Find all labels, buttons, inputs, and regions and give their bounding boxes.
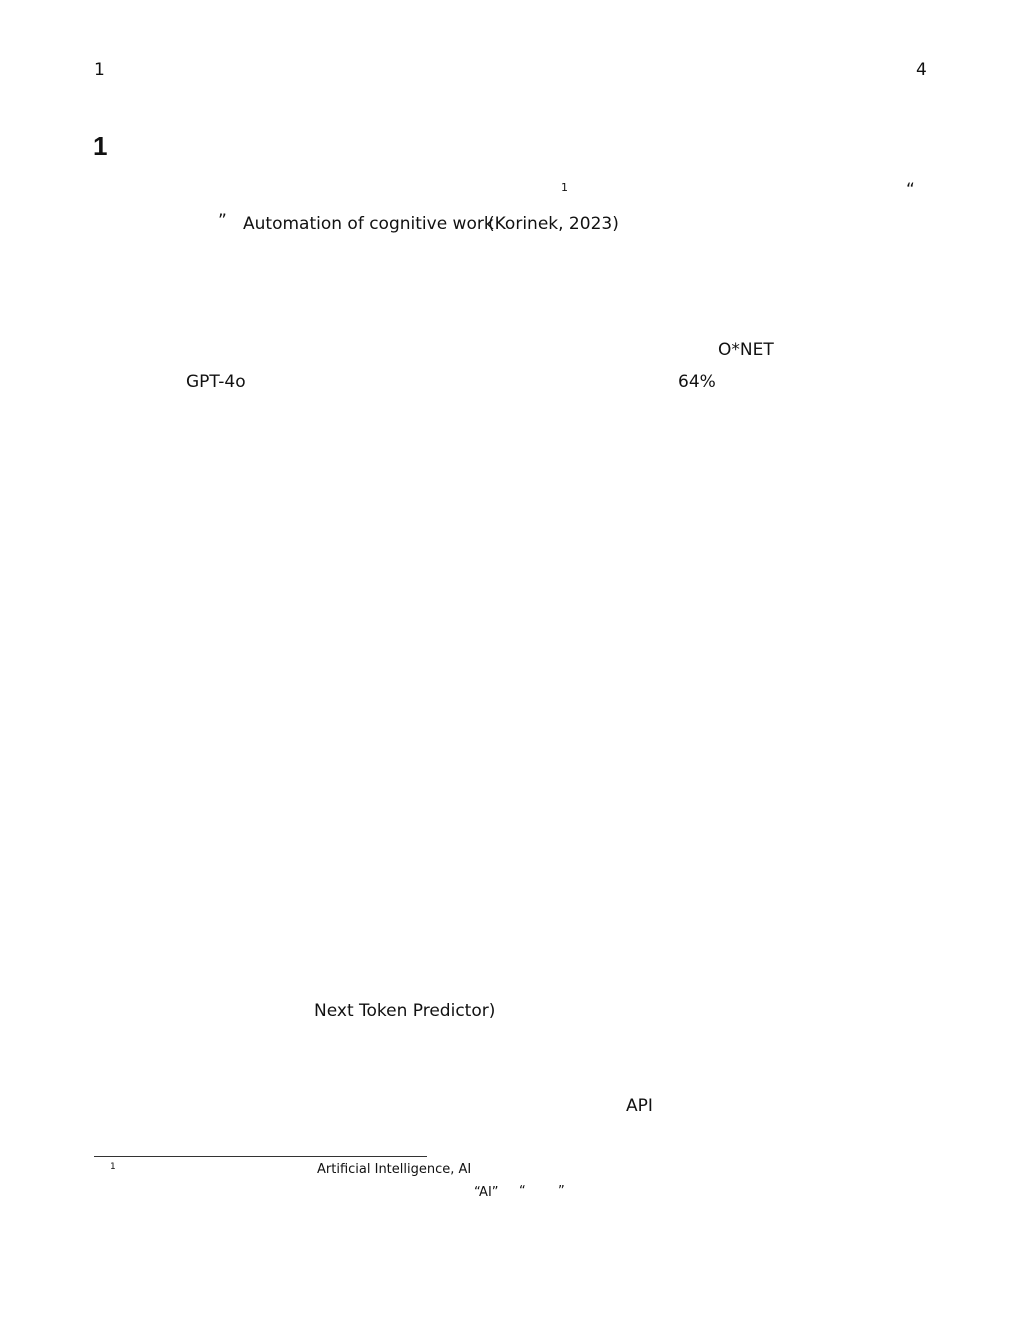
footnote-reference-marker: 1 (561, 181, 568, 194)
automation-term: Automation of cognitive work (243, 214, 494, 234)
open-quote-mark: “ (906, 180, 915, 200)
gpt-model-term: GPT-4o (186, 372, 246, 392)
footnote-marker: 1 (110, 1162, 116, 1172)
footnote-open-quote: “ (519, 1184, 526, 1199)
footnote-separator (94, 1156, 427, 1157)
percentage-value: 64% (678, 372, 716, 392)
section-heading-number: 1 (93, 131, 108, 161)
header-right-page-number: 4 (916, 60, 927, 80)
footnote-term: Artificial Intelligence, AI (317, 1162, 472, 1177)
onet-term: O*NET (718, 340, 774, 360)
close-quote-mark: ” (218, 211, 227, 231)
next-token-predictor-term: Next Token Predictor) (314, 1001, 496, 1021)
citation-link[interactable]: (Korinek, 2023) (488, 214, 619, 234)
api-term: API (626, 1096, 653, 1116)
footnote-ai-quote: “AI” (474, 1185, 499, 1200)
header-left-page-number: 1 (94, 60, 105, 80)
footnote-close-quote: ” (558, 1184, 565, 1199)
